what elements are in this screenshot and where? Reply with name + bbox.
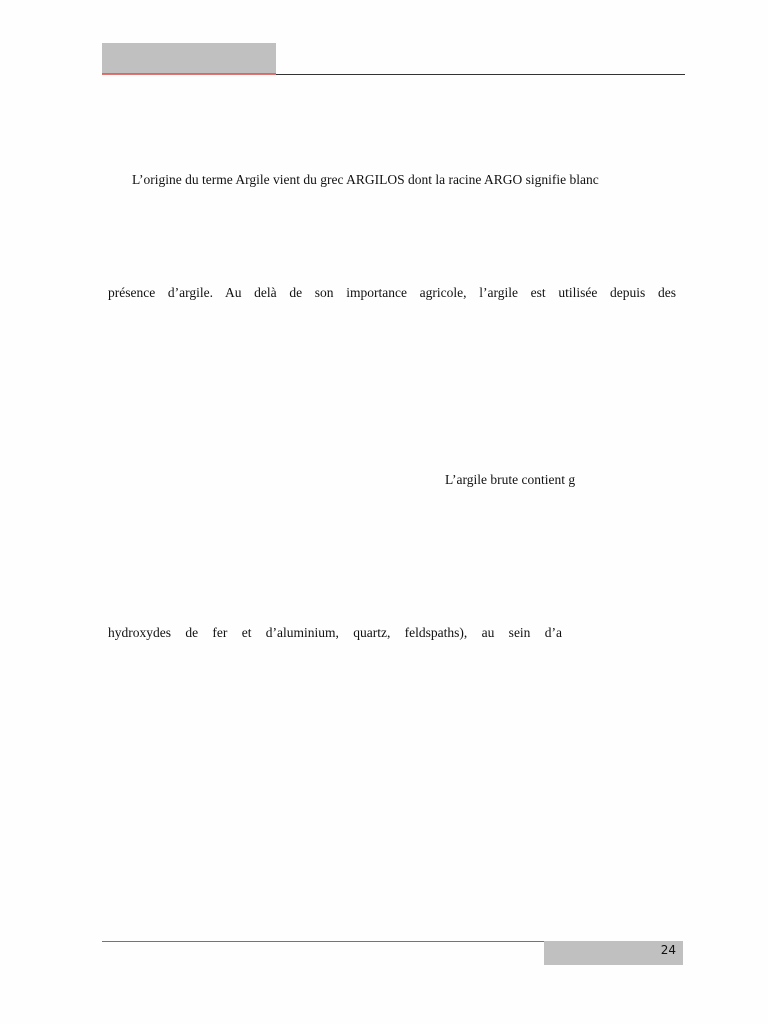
header-tab — [102, 43, 276, 74]
page-number: 24 — [660, 943, 676, 957]
paragraph-line-3: L’argile brute contient g — [445, 472, 576, 487]
header-tab-accent-line — [102, 73, 276, 75]
paragraph-line-2: présence d’argile. Au delà de son importance agricole, l’argile est utilisée depuis des — [108, 285, 676, 300]
header-rule — [276, 74, 685, 75]
footer-rule — [102, 941, 544, 942]
paragraph-line-4: hydroxydes de fer et d’aluminium, quartz, feldspaths), au sein d’a — [108, 625, 562, 640]
footer-page-box — [544, 941, 683, 965]
paragraph-line-1: L’origine du terme Argile vient du grec ARGILOS dont la racine ARGO signifie blanc — [132, 172, 599, 187]
